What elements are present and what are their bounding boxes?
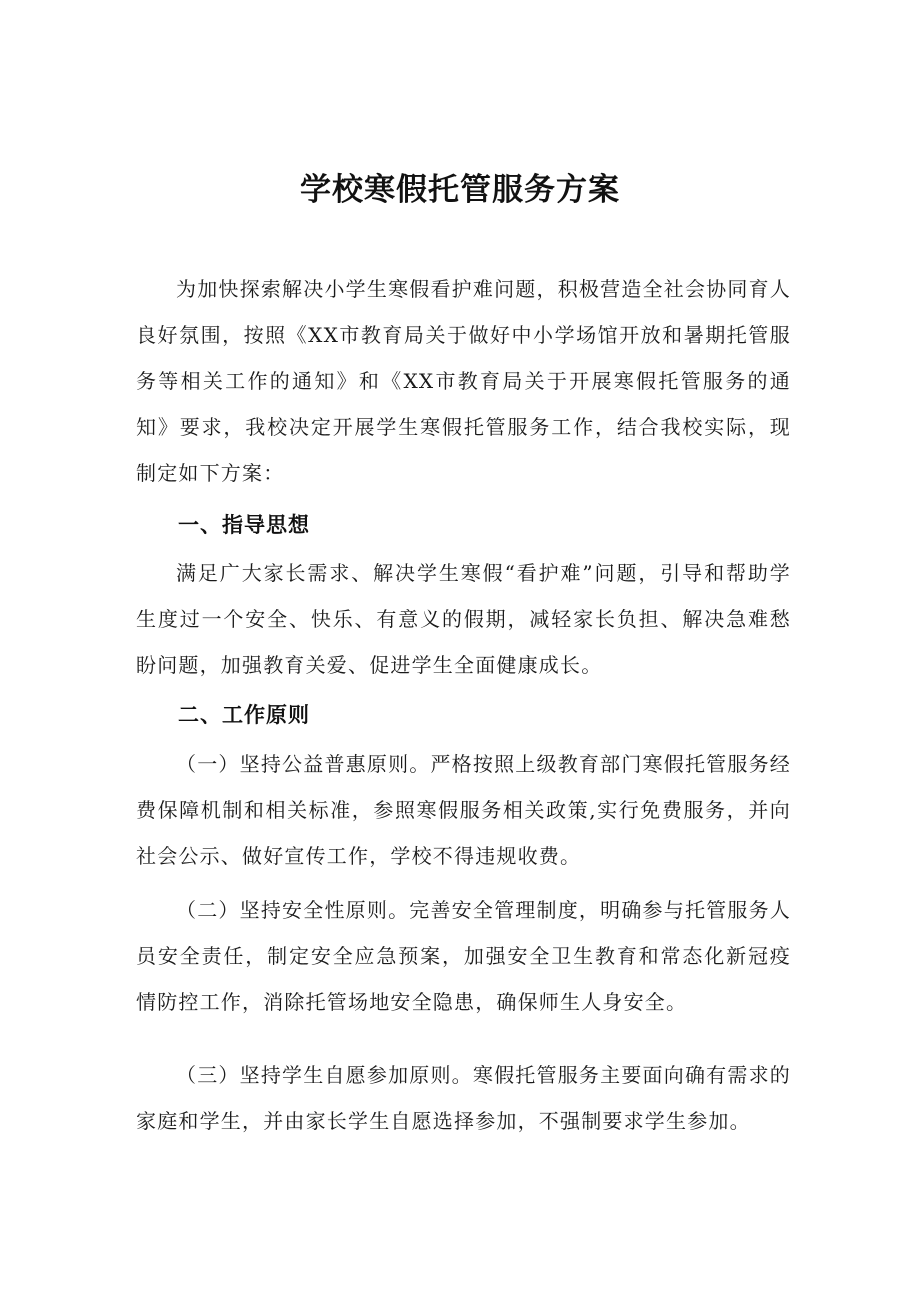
principle-1-block [136,741,791,879]
intro-paragraph: 为加快探索解决小学生寒假看护难问题，积极营造全社会协同育人良好氛围，按照《XX市教育局关于做好中小学场馆开放和暑期托管服务等相关工作的通知》和《XX市教育局关于开展寒假托管服务的通知》要求，我校决定开展学生寒假托管服务工作，结合我校实际，现制定如下方案： [136,277,791,485]
principle-2-block [136,887,791,1025]
body-paragraph: （三）坚持学生自愿参加原则。寒假托管服务主要面向确有需求的家庭和学生，并由家长学生自愿选择参加，不强制要求学生参加。 [136,1063,791,1133]
body-paragraph: （一）坚持公益普惠原则。严格按照上级教育部门寒假托管服务经费保障机制和相关标准，参照寒假服务相关政策,实行免费服务，并向社会公示、做好宣传工作，学校不得违规收费。 [136,752,791,868]
intro-block [136,266,791,496]
principle-3-block [136,1052,791,1144]
section-heading: 一、指导思想 [178,513,310,537]
document-title: 学校寒假托管服务方案 [300,172,620,208]
section-guiding-thought-body [136,550,791,688]
section-heading: 二、工作原则 [178,703,310,727]
body-paragraph: 满足广大家长需求、解决学生寒假“看护难”问题，引导和帮助学生度过一个安全、快乐、有意义的假期，减轻家长负担、解决急难愁盼问题，加强教育关爱、促进学生全面健康成长。 [136,561,791,677]
section-guiding-thought [136,505,791,545]
section-work-principles [136,695,791,735]
body-paragraph: （二）坚持安全性原则。完善安全管理制度，明确参与托管服务人员安全责任，制定安全应急预案，加强安全卫生教育和常态化新冠疫情防控工作，消除托管场地安全隐患，确保师生人身安全。 [136,898,791,1014]
